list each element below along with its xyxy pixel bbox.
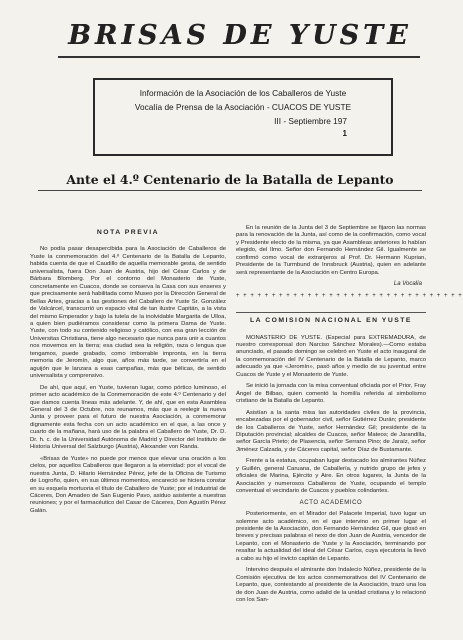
- info-line-issue-date: III - Septiembre 197: [274, 116, 347, 126]
- subsection-title-acto-academico: ACTO ACADEMICO: [299, 499, 363, 506]
- paragraph: Se inició la jornada con la misa conventual oficiada por el Prior, Fray Ángel de Bilbao, quien comentó la homilía referida al simbolismo cristiano de la Batalla de Lepanto.: [236, 383, 426, 405]
- main-headline: Ante el 4.º Centenario de la Batalla de Lepanto: [66, 172, 394, 187]
- paragraph: «Brisas de Yuste» no puede por menos que elevar una oración a los cielos, por aquellos Caballeros que llegaron a la eternidad: por el vocal de nuestra Junta, D. Hilario Hernández Pérez, jefe de la Oficina de Turismo de Logroño, quien, en sus últimos momentos, encareció se hiciera constar en su esquela mortuoria el título de Caballero de Yuste; por el industrial de Cáceres, Don Amadeo de San Eugenio Pavo, asiduo asistente a nuestras reuniones; y por el farmacéutico del Casar de Cáceres, Don Agustín Pérez Galán.: [30, 455, 226, 514]
- paragraph: Intervino después el almirante don Indalecio Núñez, presidente de la Comisión ejecutiva de los actos conmemorativos del IV Centenario de Lepanto, que, contestando al presidente de la Asociación, trazó una loa de don Juan de Austria, como adalid de la unidad cristiana y lo relacionó con los San-: [236, 567, 426, 604]
- paragraph: No podía pasar desapercibida para la Asociación de Caballeros de Yuste la conmemoración del 4.º Centenario de la Batalla de Lepanto, habida cuenta de que el Caudillo de aquella memorable gesta, de sentido universalista, fuera Don Juan de Austria, hijo del César Carlos y de Bárbara Blomberg. Por el contorno del Monasterio de Yuste, concretamente en Cuacos, donde se conserva la Casa con sus enseres y que precisamente será habilitada como Museo por la Dirección General de Bellas Artes, gracias a las gestiones del Caballero de Yuste Sr. González de Valcárcel, transcurrió un espacio vital de tan ilustre Capitán, a la vista del mismo Emperador y bajo la tutela de la inolvidable Margarita de Ulloa, a quien bien pudiéramos considerar como la primera Dama de Yuste. Yuste, con todo su contenido religioso y católico, con esa gran lección de Universitas Christiana, tiene algo necesario que nunca para unir a cuantos nos movemos en la tierra; esa ciudad sea la religión, raza o lengua que tengamos, puede grabado, como imborrable impronta, en la tierra memoria de Jeromín, algo que, años más tarde, se convertiría en el aguijón que le lanzara a esas campañas, más que bélicas, de sentido universalista y comprensivo.: [30, 246, 226, 380]
- info-issue-number: 1: [342, 129, 347, 138]
- section-title-nota-previa: NOTA PREVIA: [96, 229, 160, 236]
- paragraph: De ahí, que aquí, en Yuste, tuvieran lugar, como pórtico luminoso, el primer acto académico de la Conmemoración de este 4.º Centenario y del que damos cuenta líneas más adelante. Y, de ahí, que en esta Asamblea General del 3 de Octubre, nos reunamos, más que a reelegir la nueva Junta y proveer para el futuro de nuestra Asociación, a conmemorar dignamente esta fecha con un acto académico en el que, a las once y cuarto de la mañana, hará uso de la palabra el Caballero de Yuste, Dr. D. Dr. h. c. de la Universidad Autónoma de Madrid y Director del Instituto de Historia Universal del Salzburgo (Austria), Alexander von Randa.: [30, 384, 226, 451]
- info-box: [93, 78, 393, 156]
- headline-rule: [38, 190, 422, 191]
- paragraph: Asistían a la santa misa las autoridades civiles de la provincia, encabezadas por el gobernador civil, señor Gutiérrez Durán; presidente de los Caballeros de Yuste, señor Hernández Gil; presidente de la Diputación provincial; alcaldes de Cuacos, señor Mateos; de Jarandilla, señor García Prieto; de Plasencia, señor Serrano Pino; de Jaraíz, señor Jiménez Calzada, y de Cáceres capital, señor Díaz de Bustamante.: [236, 409, 426, 453]
- section-rule: [236, 312, 426, 313]
- masthead-title: BRISAS DE YUSTE: [68, 20, 412, 51]
- right-column: [236, 225, 463, 608]
- left-column: [30, 225, 226, 519]
- signature: La Vocalía: [393, 281, 422, 288]
- separator: + + + + + + + + + + + + + + + + + + + + + + + + + + + + + + + +: [236, 292, 463, 299]
- info-line-association: Información de la Asociación de los Caballeros de Yuste: [139, 88, 347, 98]
- paragraph: Frente a la estatua, ocupaban lugar destacado los almirantes Núñez y Guillén, general Caruana, de Caballería, y nutrido grupo de jefes y oficiales de Marina, Ejército y Aire. En otros lugares, la Junta de la Asociación y numerosos Caballeros de Yuste, ocupando el templo conventual el vecindario de Cuacos y pueblos colindantes.: [236, 458, 426, 495]
- section-title-comision: LA COMISION NACIONAL EN YUSTE: [250, 317, 412, 325]
- paragraph: Posteriormente, en el Mirador del Palacete Imperial, tuvo lugar un solemne acto académico, en el que intervino en primer lugar el presidente de la Asociación, don Fernando Hernández Gil, que glosó en breves y precisas palabras el nexo de don Juan de Austria, vencedor de Lepanto, con el Monasterio de Yuste y la Asociación, terminando por resaltar la actualidad del ideal del César Carlos, cuya ejecutoria la llevó a cabo su hijo el invicto capitán de Lepanto.: [236, 511, 426, 562]
- masthead-rule: [58, 56, 420, 58]
- paragraph: MONASTERIO DE YUSTE. (Especial para EXTREMADURA, de nuestro corresponsal don Narciso Sánchez Morales).—Como estaba anunciado, el pasado domingo se celebró en Yuste el acto inaugural de la conmemoración del IV Centenario de la Batalla de Lepanto, marco adecuado ya que «Jeromín», pasó años y medio de su juventud entre Cuacos de Yuste y el Monasterio de Yuste.: [236, 334, 426, 378]
- paragraph: En la reunión de la Junta del 3 de Septiembre se fijaron las normas para la renovación de la Junta, así como de la confirmación, como vocal y Presidente electo de la misma, ya que Asambleas anteriores lo habían elegido, del Ilmo. Señor don Fernando Hernández Gil. Igualmente se confirmó como vocal de extranjeros al Prof. Dr. Hermann Kuprian, Presidente de la Turmbund de Innsbruck (Austria), quien en adelante será representante de la Asociación en Centro Europa.: [236, 225, 426, 276]
- info-line-press: Vocalía de Prensa de la Asociación - CUACOS DE YUSTE: [134, 102, 352, 112]
